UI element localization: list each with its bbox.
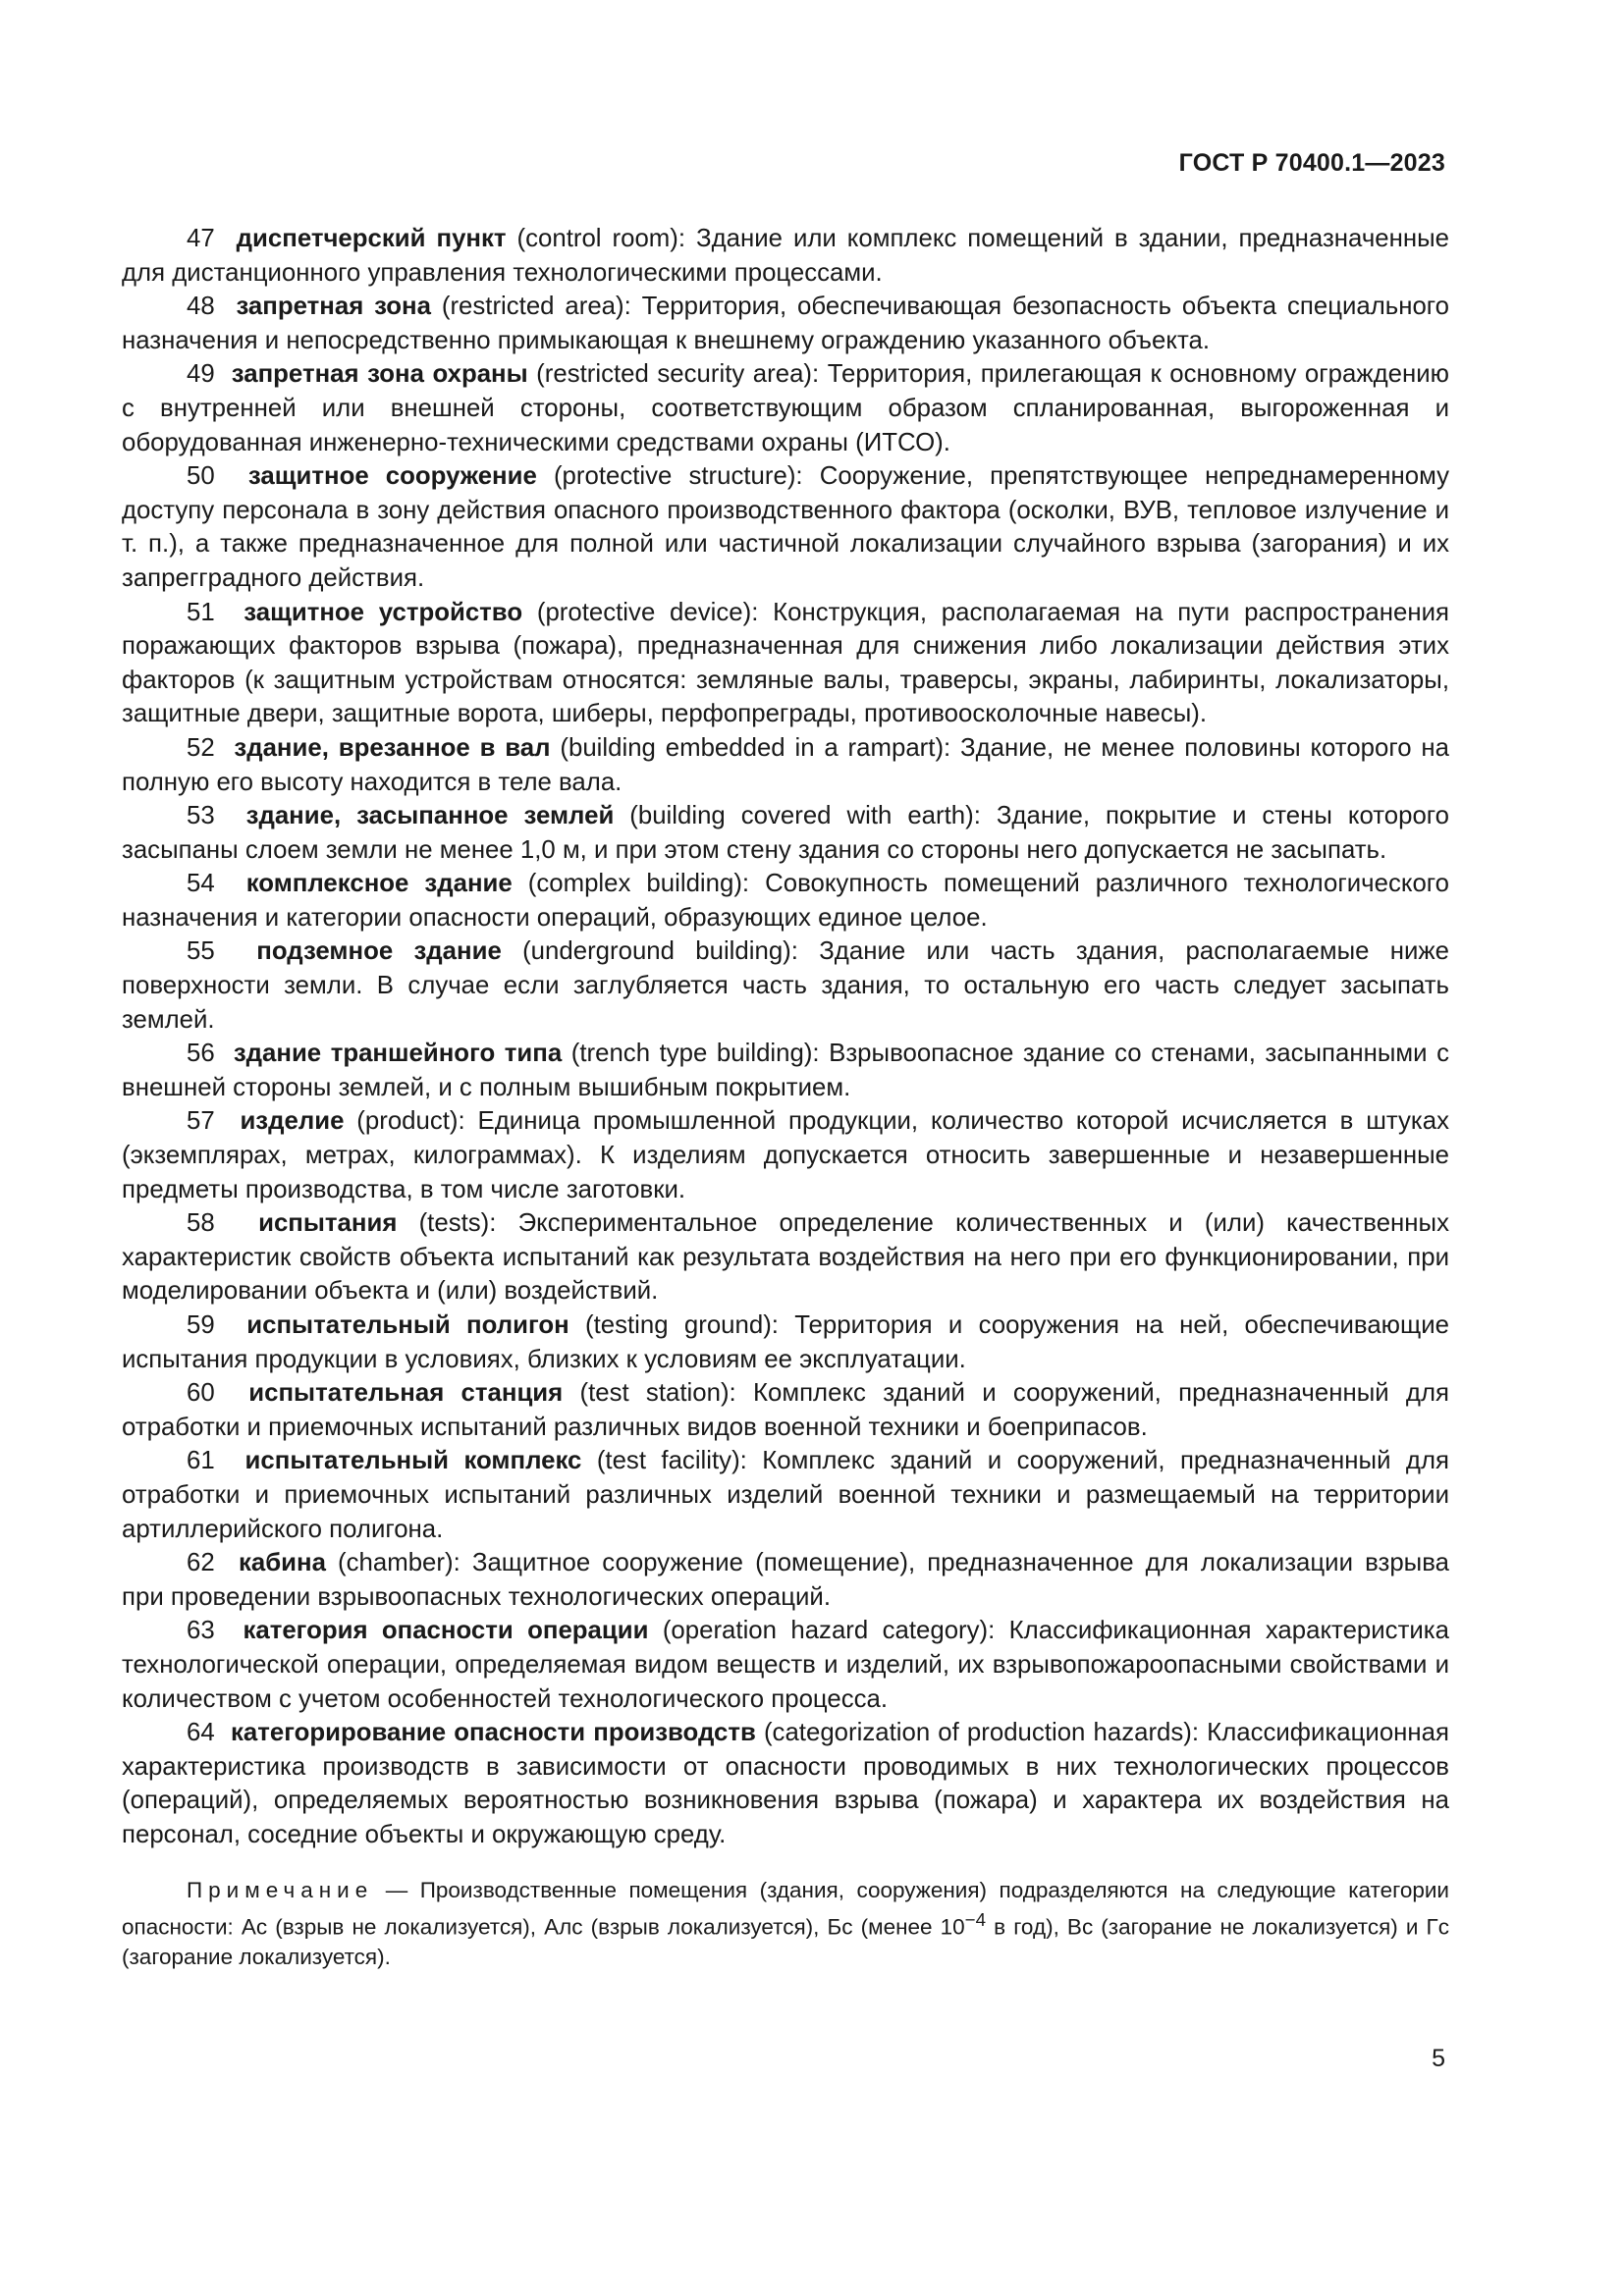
entry-definition: (control room): Здание или комплекс помещений в здании, предназначенные для дистанционного управления технологическими процессами. [122,225,1449,287]
term-entry [122,596,1449,731]
entry-definition: (trench type building): Взрывоопасное здание со стенами, засыпанными с внешней стороны землей, и с полным вышибным покрытием. [122,1040,1449,1101]
entry-number: 61 [187,1447,215,1475]
entry-definition: (test station): Комплекс зданий и сооружений, предназначенный для отработки и приемочных испытаний различных видов военной техники и боеприпасов. [122,1379,1449,1441]
entry-definition: (building embedded in a rampart): Здание, не менее половины которого на полную его высоту находится в теле вала. [122,733,1449,796]
document-code: ГОСТ Р 70400.1—2023 [1178,149,1445,177]
term-entry [122,731,1449,799]
entry-definition: (product): Единица промышленной продукции, количество которой исчисляется в штуках (экземплярах, метрах, килограммах). К изделиям допускается относить завершенные и незавершенные предметы производства, в том числе заготовки. [122,1107,1450,1203]
entry-term: защитное устройство [244,598,523,626]
document-body [122,222,1449,1995]
entry-definition: (restricted area): Территория, обеспечивающая безопасность объекта специального назначения и непосредственно примыкающая к внешнему ограждению указанного объекта. [122,293,1450,354]
entry-number: 58 [187,1209,215,1238]
entry-term: испытательный комплекс [244,1447,582,1475]
entry-term: испытательный полигон [246,1311,569,1339]
term-entry [122,1376,1449,1444]
term-entry [122,290,1449,357]
note-text-continued: в год), Вс (загорание не локализуется) и Гс (загорание локализуется). [122,1914,1449,1969]
term-entry [122,867,1449,934]
entry-term: защитное сооружение [247,462,537,491]
entry-number: 63 [187,1617,215,1645]
entry-number: 47 [187,225,215,252]
term-entry [122,1037,1449,1104]
note-paragraph [122,1876,1449,1973]
term-entry [122,1104,1449,1206]
entry-definition: (underground building): Здание или часть здания, располагаемые ниже поверхности земли. В случае если заглубляется часть здания, то остальную его часть следует засыпать землей. [122,937,1449,1034]
entry-definition: (building covered with earth): Здание, покрытие и стены которого засыпаны слоем земли не менее 1,0 м, и при этом стену здания со стороны него допускается не засыпать. [122,802,1449,864]
entry-term: кабина [238,1549,326,1577]
entry-term: испытательная станция [248,1379,564,1408]
term-entry [122,1308,1449,1376]
entry-number: 49 [187,360,215,389]
entry-definition: (chamber): Защитное сооружение (помещение), предназначенное для локализации взрыва при проведении взрывоопасных технологических операций. [122,1549,1449,1611]
entry-term: здание, засыпанное землей [245,802,615,830]
page-number: 5 [1432,2045,1445,2072]
entry-term: здание траншейного типа [233,1040,563,1068]
term-entry [122,1206,1449,1308]
term-entry [122,357,1449,459]
entry-definition: (complex building): Совокупность помещений различного технологического назначения и категории опасности операций, образующих единое целое. [122,870,1449,932]
entry-term: здание, врезанное в вал [234,733,551,762]
entry-number: 52 [187,733,215,762]
term-entry [122,222,1449,290]
entry-definition: (test facility): Комплекс зданий и сооружений, предназначенный для отработки и приемочных испытаний различных изделий военной техники и размещаемый на территории артиллерийского полигона. [122,1447,1449,1543]
entry-definition: (testing ground): Территория и сооружения на ней, обеспечивающие испытания продукции в условиях, близких к условиям ее эксплуатации. [122,1311,1449,1373]
note-label: Примечание [187,1877,374,1902]
entry-term: категорирование опасности производств [230,1719,756,1747]
entry-number: 60 [187,1379,215,1408]
entry-term: комплексное здание [245,870,513,898]
term-entry [122,1444,1449,1546]
entry-definition: (protective structure): Сооружение, препятствующее непреднамеренному доступу персонала в зону действия опасного производственного фактора (осколки, ВУВ, тепловое излучение и т. п.), а также предназначенное для полной или частичной локализации случайного взрыва (загорания) и их запрегградного действия. [122,462,1450,592]
term-entry [122,1546,1449,1614]
entry-number: 53 [187,802,215,830]
entry-number: 64 [187,1719,215,1747]
entry-definition: (protective device): Конструкция, располагаемая на пути распространения поражающих факторов взрыва (пожара), предназначенная для снижения либо локализации действия этих факторов (к защитным устройствам относятся: земляные валы, траверсы, экраны, лабиринты, локализаторы, защитные двери, защитные ворота, шиберы, перфопреграды, противоосколочные навесы). [122,598,1449,728]
entry-term: подземное здание [256,937,502,966]
entry-number: 62 [187,1549,215,1577]
term-entry [122,1716,1449,1851]
entry-definition: (restricted security area): Территория, прилегающая к основному ограждению с внутренней или внешней стороны, соответствующим образом спланированная, выгороженная и оборудованная инженерно-техническими средствами охраны (ИТСО). [122,360,1449,456]
entry-number: 55 [187,937,215,966]
entry-term: запретная зона [236,293,431,321]
entry-definition: (operation hazard category): Классификационная характеристика технологической операции, определяемая видом веществ и изделий, их взрывопожароопасными свойствами и количеством с учетом особенностей технологического процесса. [122,1617,1449,1713]
entry-definition: (categorization of production hazards): Классификационная характеристика производств в зависимости от опасности проводимых в них технологических процессов (операций), определяемых вероятностью возникновения взрыва (пожара) и характера их воздействия на персонал, соседние объекты и окружающую среду. [122,1719,1449,1848]
entry-term: изделие [240,1107,345,1136]
entry-term: испытания [258,1209,398,1238]
term-entry [122,1614,1449,1716]
entry-number: 54 [187,870,215,898]
term-entry [122,934,1449,1037]
note-text: — Производственные помещения (здания, сооружения) подразделяются на следующие категории опасности: Ас (взрыв не локализуется), Алс (взрыв локализуется), Бс (менее 10 [122,1877,1449,1940]
note-superscript: −4 [964,1909,987,1930]
entry-number: 48 [187,293,215,321]
entry-number: 56 [187,1040,215,1068]
entry-number: 50 [187,462,215,491]
entry-term: запретная зона охраны [231,360,528,389]
entry-number: 59 [187,1311,215,1339]
term-entry [122,799,1449,867]
entry-definition: (tests): Экспериментальное определение количественных и (или) качественных характеристик свойств объекта испытаний как результата воздействия на него при его функционировании, при моделировании объекта и (или) воздействий. [122,1209,1449,1306]
term-entry [122,459,1449,595]
entry-term: категория опасности операции [243,1617,649,1645]
entry-number: 51 [187,598,215,626]
entry-number: 57 [187,1107,215,1136]
entry-term: диспетчерский пункт [236,225,507,252]
